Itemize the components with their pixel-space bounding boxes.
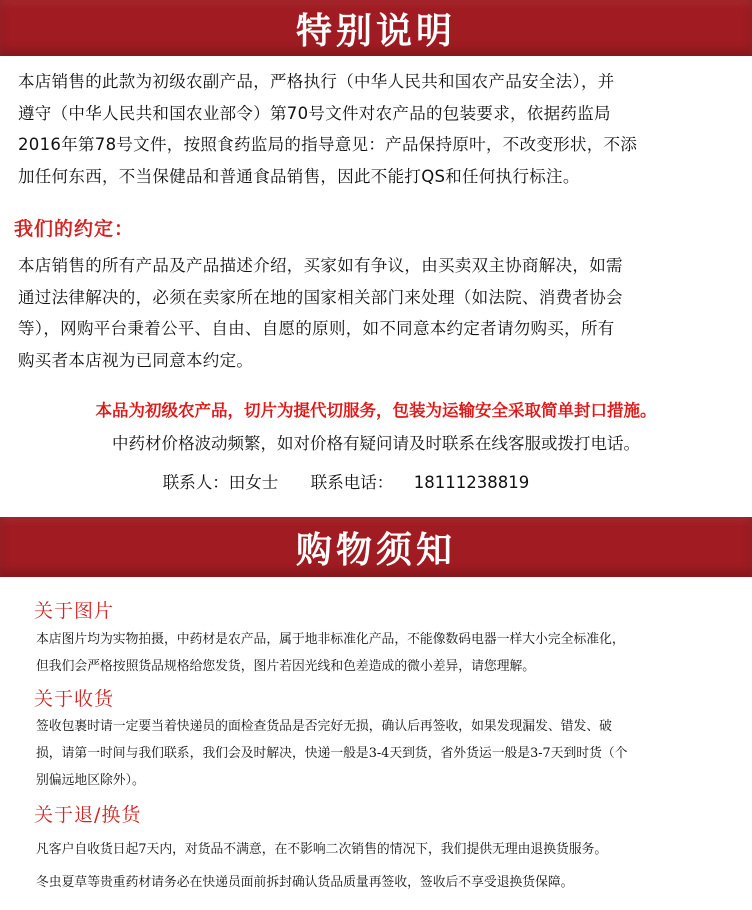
banner-title: 特别说明 bbox=[295, 10, 456, 52]
intro-paragraph bbox=[18, 66, 738, 192]
about-receiving-text bbox=[36, 713, 736, 794]
intro-line: 本店销售的此款为初级农副产品，严格执行（中华人民共和国农产品安全法），并 bbox=[18, 72, 615, 91]
returns-line: 冬虫夏草等贵重药材请务必在快递员面前拆封确认货品质量再签收，签收后不享受退换货保障。 bbox=[36, 875, 574, 890]
contact-phone-label: 联系电话： bbox=[310, 473, 394, 492]
price-notice: 中药材价格波动频繁，如对价格有疑问请及时联系在线客服或拨打电话。 bbox=[112, 434, 640, 453]
contact-person: 联系人：田女士 bbox=[162, 473, 279, 492]
agreement-line: 本店销售的所有产品及产品描述介绍，买家如有争议，由买卖双主协商解决，如需 bbox=[18, 256, 623, 275]
agreement-paragraph bbox=[18, 250, 738, 376]
pictures-line: 但我们会严格按照货品规格给您发货，图片若因光线和色差造成的微小差异，请您理解。 bbox=[36, 659, 536, 674]
receiving-line: 损，请第一时间与我们联系，我们会及时解决，快递一般是3-4天到货，省外货运一般是3-7天到时货（个 bbox=[36, 746, 628, 761]
contact-phone[interactable]: 18111238819 bbox=[413, 473, 530, 492]
agreement-line: 购买者本店视为已同意本约定。 bbox=[18, 350, 254, 370]
about-returns-heading: 关于退/换货 bbox=[34, 804, 142, 826]
agreement-heading: 我们的约定： bbox=[14, 218, 135, 240]
special-notice-banner bbox=[0, 0, 752, 56]
intro-line: 遵守（中华人民共和国农业部令）第70号文件对农产品的包装要求，依据药监局 bbox=[18, 103, 611, 123]
contact-line bbox=[0, 469, 722, 493]
banner-title: 购物须知 bbox=[295, 529, 456, 571]
about-pictures-text bbox=[36, 626, 736, 680]
about-pictures-heading: 关于图片 bbox=[34, 600, 115, 622]
pictures-line: 本店图片均为实物拍摄，中药材是农产品，属于地非标准化产品，不能像数码电器一样大小完全标准化， bbox=[36, 632, 625, 647]
intro-line: 2016年第78号文件，按照食药监局的指导意见：产品保持原叶，不改变形状，不添 bbox=[18, 135, 638, 154]
receiving-line: 签收包裹时请一定要当着快递员的面检查货品是否完好无损，确认后再签收，如果发现漏发、错发、破 bbox=[36, 719, 612, 734]
receiving-line: 别偏远地区除外）。 bbox=[36, 773, 145, 788]
about-receiving-heading: 关于收货 bbox=[34, 688, 115, 710]
packaging-notice: 本品为初级农产品，切片为提代切服务，包装为运输安全采取简单封口措施。 bbox=[95, 401, 657, 420]
intro-line: 加任何东西，不当保健品和普通食品销售，因此不能打QS和任何执行标注。 bbox=[18, 166, 580, 186]
shopping-guide-banner bbox=[0, 517, 752, 577]
about-returns-text bbox=[36, 833, 736, 899]
agreement-line: 通过法律解决的，必须在卖家所在地的国家相关部门来处理（如法院、消费者协会 bbox=[18, 287, 623, 307]
agreement-line: 等），网购平台秉着公平、自由、自愿的原则，如不同意本约定者请勿购买，所有 bbox=[18, 319, 615, 338]
returns-line: 凡客户自收货日起7天内，对货品不满意，在不影响二次销售的情况下，我们提供无理由退换货服务。 bbox=[36, 842, 608, 857]
